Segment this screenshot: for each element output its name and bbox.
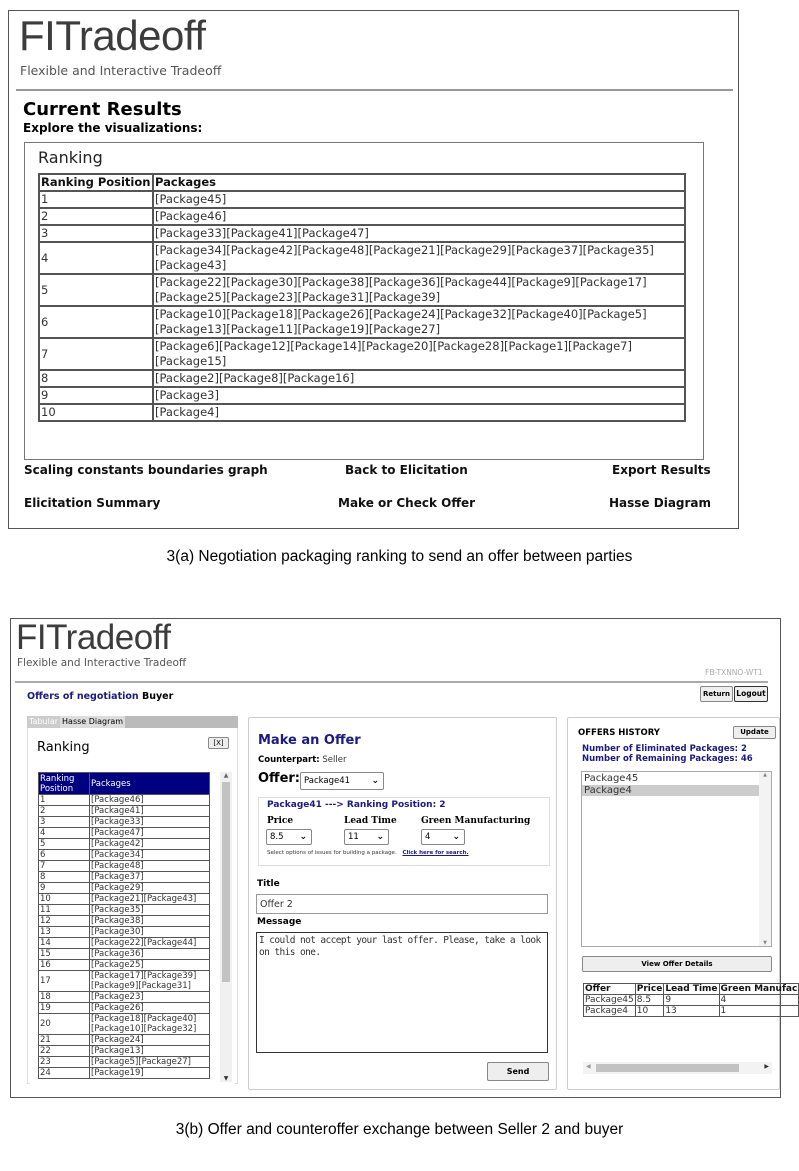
table-row bbox=[584, 1006, 799, 1017]
list-item[interactable]: Package45 bbox=[584, 773, 639, 784]
ranking-position-cell: 8 bbox=[39, 370, 153, 387]
table-row bbox=[39, 861, 210, 872]
tab-hasse-diagram[interactable]: Hasse Diagram bbox=[62, 717, 124, 726]
table-row bbox=[39, 225, 685, 242]
table-row bbox=[39, 938, 210, 949]
lead-time-select[interactable] bbox=[344, 829, 389, 845]
history-cell: 1 bbox=[719, 1006, 799, 1017]
scroll-up-icon[interactable]: ▲ bbox=[223, 772, 229, 779]
lead-time-label: Lead Time bbox=[344, 816, 397, 826]
ranking-position-cell: 21 bbox=[39, 1035, 90, 1046]
ranking-position-cell: 19 bbox=[39, 1003, 90, 1014]
hasse-diagram-link[interactable]: Hasse Diagram bbox=[609, 496, 712, 510]
column-header: Lead Time bbox=[665, 984, 718, 994]
table-row bbox=[39, 404, 685, 421]
price-select-value: 8.5 bbox=[270, 832, 284, 842]
ranking-scrollbar[interactable] bbox=[220, 772, 232, 1082]
ranking-position-cell: 11 bbox=[39, 905, 90, 916]
scroll-down-icon[interactable]: ▼ bbox=[223, 1075, 229, 1082]
back-to-elicitation-link[interactable]: Back to Elicitation bbox=[345, 463, 468, 477]
ranking-position-cell: 7 bbox=[39, 861, 90, 872]
table-row bbox=[39, 927, 210, 938]
price-select[interactable] bbox=[266, 829, 312, 845]
packages-cell: [Package4] bbox=[153, 404, 685, 421]
offer-select[interactable] bbox=[300, 772, 384, 790]
packages-cell: [Package38] bbox=[90, 916, 210, 927]
scroll-up-icon[interactable]: ▲ bbox=[763, 772, 767, 778]
hint-row bbox=[267, 850, 469, 856]
table-row bbox=[39, 817, 210, 828]
session-code: FB-TXNNO-WT1 bbox=[705, 668, 763, 677]
packages-cell: [Package26] bbox=[90, 1003, 210, 1014]
ranking-position-cell: 10 bbox=[39, 894, 90, 905]
ranking-position-cell: 9 bbox=[39, 883, 90, 894]
history-cell: 8.5 bbox=[635, 995, 664, 1006]
table-row bbox=[39, 208, 685, 225]
packages-cell: [Package10][Package18][Package26][Package24][Package32][Package40][Package5][Package13][Package11][Package19][Package27] bbox=[153, 306, 685, 338]
app-subtitle: Flexible and Interactive Tradeoff bbox=[17, 657, 187, 669]
column-header: Price bbox=[636, 984, 663, 994]
ranking-position-cell: 17 bbox=[39, 971, 90, 992]
table-row bbox=[39, 795, 210, 806]
column-header: Green Manufac bbox=[720, 984, 798, 994]
tab-tabular[interactable]: Tabular bbox=[29, 717, 59, 726]
counterpart-value: Seller bbox=[322, 755, 347, 765]
packages-cell: [Package23] bbox=[90, 992, 210, 1003]
ranking-position-cell: 2 bbox=[39, 806, 90, 817]
ranking-position-cell: 1 bbox=[39, 191, 153, 208]
packages-cell: [Package5][Package27] bbox=[90, 1057, 210, 1068]
ranking-position-cell: 10 bbox=[39, 404, 153, 421]
listbox-scrollbar[interactable] bbox=[759, 772, 771, 946]
ranking-position-cell: 23 bbox=[39, 1057, 90, 1068]
ranking-position-cell: 24 bbox=[39, 1068, 90, 1079]
scrollbar-thumb[interactable] bbox=[596, 1064, 739, 1072]
page-subtitle: Explore the visualizations: bbox=[23, 121, 203, 135]
table-row bbox=[39, 242, 685, 274]
table-row bbox=[584, 995, 799, 1006]
counterpart-row bbox=[258, 755, 346, 765]
ranking-position-cell: 7 bbox=[39, 338, 153, 370]
remaining-count: Number of Remaining Packages: 46 bbox=[582, 754, 753, 764]
table-row bbox=[39, 1046, 210, 1057]
history-cell: Package45 bbox=[585, 995, 634, 1005]
elicitation-summary-link[interactable]: Elicitation Summary bbox=[24, 496, 161, 510]
hint-text: Select options of issues for building a package. bbox=[267, 850, 397, 856]
packages-cell: [Package37] bbox=[90, 872, 210, 883]
ranking-position-cell: 14 bbox=[39, 938, 90, 949]
green-select-value: 4 bbox=[425, 832, 431, 842]
history-cell: 10 bbox=[635, 1006, 664, 1017]
message-label: Message bbox=[257, 917, 302, 927]
packages-cell: [Package2][Package8][Package16] bbox=[153, 370, 685, 387]
message-textarea[interactable]: I could not accept your last offer. Please, take a look on this one. bbox=[256, 932, 548, 1053]
table-row bbox=[39, 387, 685, 404]
ranking-position-cell: 20 bbox=[39, 1014, 90, 1035]
chevron-down-icon: ⌄ bbox=[452, 832, 460, 842]
ranking-position-cell: 5 bbox=[39, 274, 153, 306]
search-link[interactable]: Click here for search. bbox=[402, 850, 469, 856]
ranking-title: Ranking bbox=[38, 148, 103, 167]
ranking-position-cell: 6 bbox=[39, 306, 153, 338]
ranking-position-cell: 15 bbox=[39, 949, 90, 960]
offers-history-title: OFFERS HISTORY bbox=[578, 728, 660, 738]
close-ranking-button[interactable]: [X] bbox=[208, 737, 229, 749]
packages-cell: [Package36] bbox=[90, 949, 210, 960]
table-row bbox=[39, 1035, 210, 1046]
table-row bbox=[39, 806, 210, 817]
scrollbar-thumb[interactable] bbox=[222, 782, 230, 982]
table-row bbox=[39, 905, 210, 916]
table-row bbox=[39, 839, 210, 850]
offers-listbox[interactable] bbox=[581, 771, 772, 947]
ranking-position-cell: 9 bbox=[39, 387, 153, 404]
packages-cell: [Package17][Package39] [Package9][Package31] bbox=[90, 971, 210, 992]
offers-label: Offers of negotiation bbox=[27, 691, 139, 702]
packages-cell: [Package46] bbox=[90, 795, 210, 806]
packages-cell: [Package21][Package43] bbox=[90, 894, 210, 905]
list-item-selected[interactable]: Package4 bbox=[582, 785, 759, 796]
green-manufacturing-select[interactable] bbox=[421, 829, 465, 845]
table-row bbox=[39, 916, 210, 927]
app-subtitle: Flexible and Interactive Tradeoff bbox=[20, 63, 222, 78]
left-cover bbox=[30, 1083, 235, 1097]
ranking-position-cell: 8 bbox=[39, 872, 90, 883]
packages-cell: [Package41] bbox=[90, 806, 210, 817]
ranking-position-cell: 6 bbox=[39, 850, 90, 861]
role-label: Buyer bbox=[141, 691, 174, 702]
offers-of-negotiation-label bbox=[27, 691, 173, 702]
app-logo: FITradeoff bbox=[19, 12, 206, 59]
table-row bbox=[39, 338, 685, 370]
history-h-scrollbar[interactable] bbox=[583, 1062, 772, 1074]
packages-cell: [Package34][Package42][Package48][Package21][Package29][Package37][Package35][Package43] bbox=[153, 242, 685, 274]
table-row bbox=[39, 850, 210, 861]
table-row bbox=[39, 1057, 210, 1068]
packages-cell: [Package24] bbox=[90, 1035, 210, 1046]
table-row bbox=[39, 960, 210, 971]
logout-button[interactable]: Logout bbox=[734, 686, 768, 702]
offer-select-value: Package41 bbox=[304, 776, 351, 786]
table-row bbox=[39, 1068, 210, 1079]
ranking-table bbox=[38, 173, 686, 422]
table-row bbox=[39, 274, 685, 306]
packages-cell: [Package22][Package30][Package38][Package36][Package44][Package9][Package17][Package25][Package23][Package31][Package39] bbox=[153, 274, 685, 306]
packages-cell: [Package48] bbox=[90, 861, 210, 872]
lead-time-select-value: 11 bbox=[348, 832, 359, 842]
scaling-constants-link[interactable]: Scaling constants boundaries graph bbox=[24, 463, 268, 477]
ranking-position-cell: 3 bbox=[39, 817, 90, 828]
scroll-down-icon[interactable]: ▼ bbox=[763, 940, 767, 946]
view-offer-details-button[interactable]: View Offer Details bbox=[582, 956, 772, 972]
packages-cell: [Package29] bbox=[90, 883, 210, 894]
ranking-position-cell: 1 bbox=[39, 795, 90, 806]
history-cell: 13 bbox=[664, 1006, 719, 1017]
ranking-table bbox=[38, 772, 210, 1079]
ranking-position-cell: 16 bbox=[39, 960, 90, 971]
figure-caption-b: 3(b) Offer and counteroffer exchange between Seller 2 and buyer bbox=[175, 1121, 624, 1138]
history-cell: 4 bbox=[719, 995, 799, 1006]
make-offer-title: Make an Offer bbox=[258, 733, 361, 748]
table-row bbox=[39, 872, 210, 883]
table-row bbox=[39, 828, 210, 839]
packages-cell: [Package45] bbox=[153, 191, 685, 208]
table-row bbox=[39, 992, 210, 1003]
packages-cell: [Package19] bbox=[90, 1068, 210, 1079]
page-title: Current Results bbox=[23, 99, 182, 120]
column-header: Packages bbox=[90, 773, 210, 795]
table-row bbox=[39, 971, 210, 992]
column-header: Packages bbox=[153, 174, 685, 191]
packages-cell: [Package6][Package12][Package14][Package20][Package28][Package1][Package7][Package15] bbox=[153, 338, 685, 370]
history-table-wrap bbox=[583, 983, 798, 1023]
packages-cell: [Package22][Package44] bbox=[90, 938, 210, 949]
offers-history-table bbox=[583, 983, 799, 1017]
table-row bbox=[39, 949, 210, 960]
ranking-position-cell: 4 bbox=[39, 828, 90, 839]
export-results-link[interactable]: Export Results bbox=[612, 463, 711, 477]
view-tabs bbox=[27, 716, 238, 728]
packages-cell: [Package34] bbox=[90, 850, 210, 861]
ranking-position-cell: 3 bbox=[39, 225, 153, 242]
packages-cell: [Package13] bbox=[90, 1046, 210, 1057]
packages-cell: [Package30] bbox=[90, 927, 210, 938]
chevron-down-icon: ⌄ bbox=[371, 776, 379, 786]
history-cell: 9 bbox=[664, 995, 719, 1006]
return-button[interactable]: Return bbox=[700, 686, 733, 702]
chevron-down-icon: ⌄ bbox=[299, 832, 307, 842]
column-header: Offer bbox=[584, 984, 636, 995]
send-button[interactable]: Send bbox=[487, 1062, 549, 1081]
table-row bbox=[39, 370, 685, 387]
chevron-down-icon: ⌄ bbox=[376, 832, 384, 842]
green-manufacturing-label: Green Manufacturing bbox=[421, 816, 531, 826]
title-input[interactable]: Offer 2 bbox=[256, 894, 548, 914]
update-button[interactable]: Update bbox=[733, 726, 776, 739]
packages-cell: [Package33][Package41][Package47] bbox=[153, 225, 685, 242]
packages-cell: [Package33] bbox=[90, 817, 210, 828]
divider bbox=[15, 681, 768, 683]
packages-cell: [Package18][Package40] [Package10][Package32] bbox=[90, 1014, 210, 1035]
title-label: Title bbox=[257, 879, 280, 889]
ranking-position-cell: 5 bbox=[39, 839, 90, 850]
ranking-title: Ranking bbox=[37, 740, 90, 755]
table-row bbox=[39, 1014, 210, 1035]
history-cell: Package4 bbox=[584, 1006, 636, 1017]
packages-cell: [Package42] bbox=[90, 839, 210, 850]
packages-cell: [Package46] bbox=[153, 208, 685, 225]
packages-cell: [Package25] bbox=[90, 960, 210, 971]
counterpart-label: Counterpart: bbox=[258, 755, 320, 765]
divider bbox=[16, 89, 733, 91]
column-header: Ranking Position bbox=[39, 174, 153, 191]
ranking-position-cell: 13 bbox=[39, 927, 90, 938]
ranking-position-cell: 2 bbox=[39, 208, 153, 225]
ranking-position-cell: 22 bbox=[39, 1046, 90, 1057]
table-row bbox=[39, 1003, 210, 1014]
eliminated-count: Number of Eliminated Packages: 2 bbox=[582, 744, 747, 754]
make-or-check-offer-link[interactable]: Make or Check Offer bbox=[338, 496, 476, 510]
table-row bbox=[39, 883, 210, 894]
figure-caption-a: 3(a) Negotiation packaging ranking to send an offer between parties bbox=[166, 548, 633, 565]
scroll-left-icon[interactable]: ◀ bbox=[586, 1063, 591, 1070]
price-label: Price bbox=[267, 816, 294, 826]
packages-cell: [Package3] bbox=[153, 387, 685, 404]
table-row bbox=[39, 894, 210, 905]
scroll-right-icon[interactable]: ▶ bbox=[764, 1063, 769, 1070]
app-logo: FITradeoff bbox=[16, 618, 171, 657]
package-ranking-line: Package41 ---> Ranking Position: 2 bbox=[267, 800, 446, 810]
table-row bbox=[39, 191, 685, 208]
packages-cell: [Package35] bbox=[90, 905, 210, 916]
offer-label: Offer: bbox=[258, 771, 301, 786]
packages-cell: [Package47] bbox=[90, 828, 210, 839]
ranking-position-cell: 12 bbox=[39, 916, 90, 927]
ranking-position-cell: 18 bbox=[39, 992, 90, 1003]
table-row bbox=[39, 306, 685, 338]
column-header: Ranking Position bbox=[39, 773, 90, 795]
ranking-position-cell: 4 bbox=[39, 242, 153, 274]
